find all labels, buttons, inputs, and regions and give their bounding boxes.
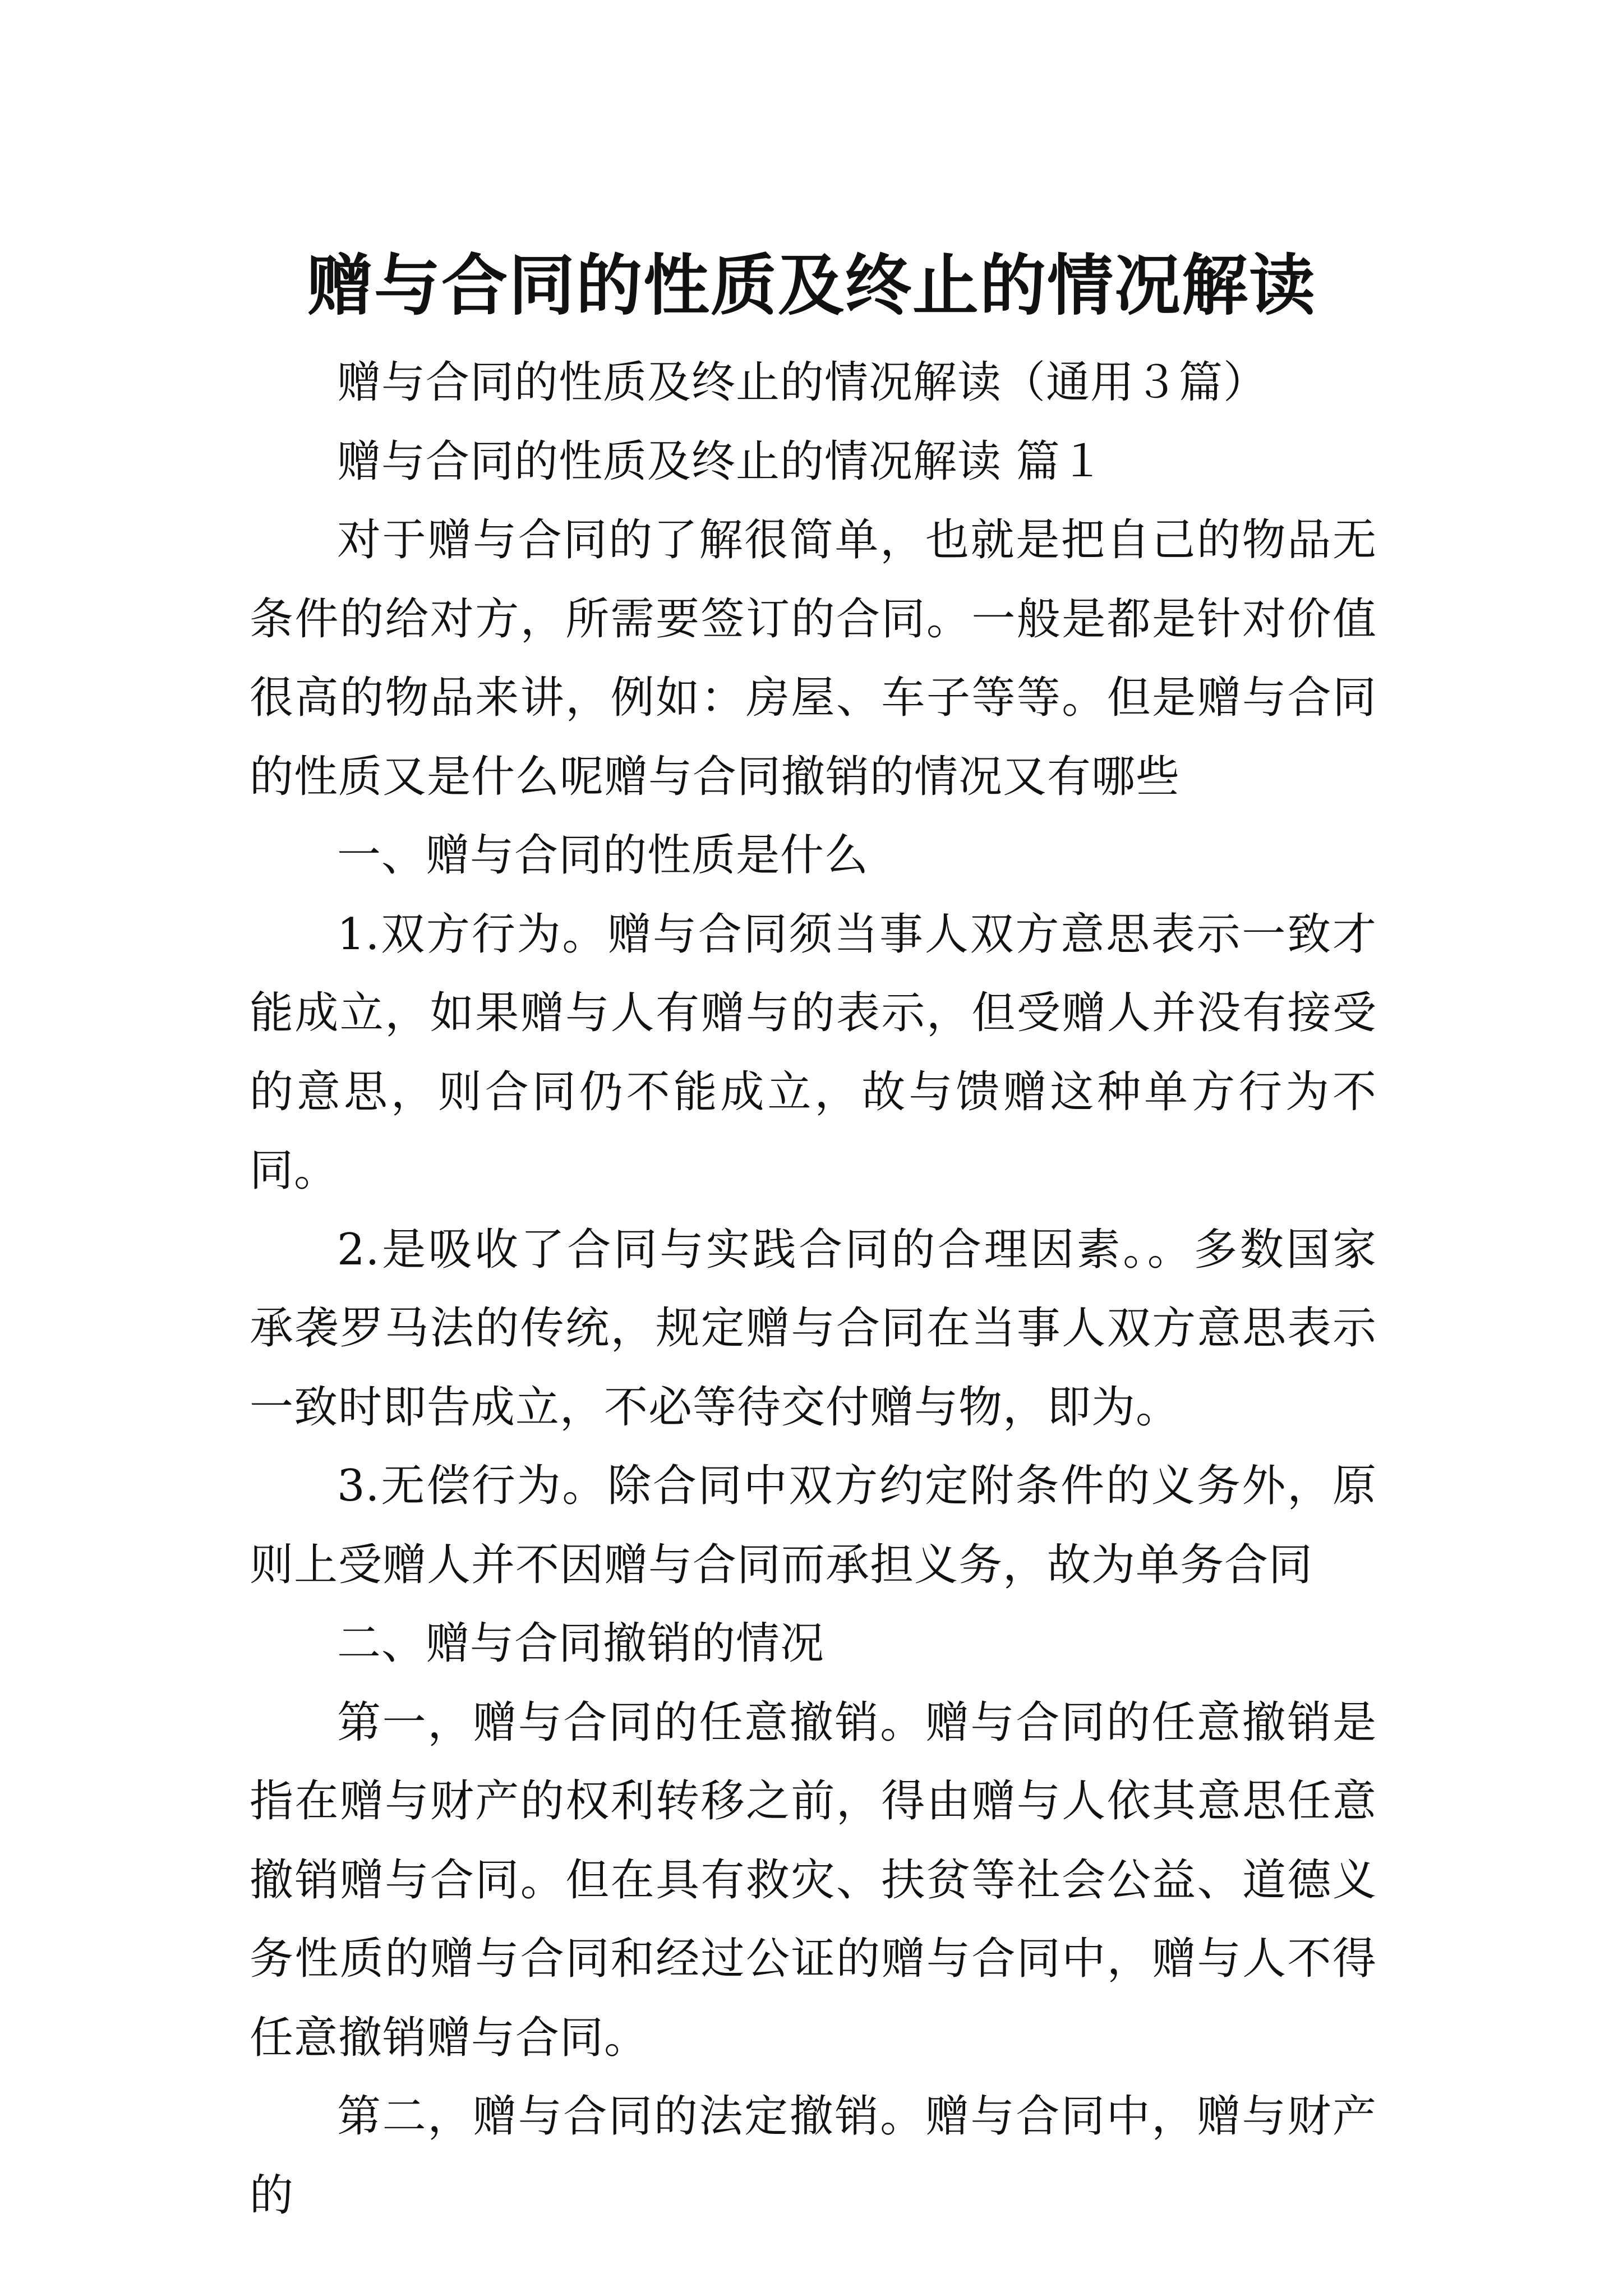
paragraph-intro: 对于赠与合同的了解很简单，也就是把自己的物品无条件的给对方，所需要签订的合同。一般是都是针对价值很高的物品来讲，例如：房屋、车子等等。但是赠与合同的性质又是什么呢赠与合同撤销的情况又有哪些 [250, 515, 1377, 802]
paragraph-revocation-first: 第一，赠与合同的任意撤销。赠与合同的任意撤销是指在赠与财产的权利转移之前，得由赠与人依其意思任意撤销赠与合同。但在具有救灾、扶贫等社会公益、道德义务性质的赠与合同和经过公证的赠与合同中，赠与人不得任意撤销赠与合同。 [250, 1697, 1377, 2063]
paragraph-section-heading: 赠与合同的性质及终止的情况解读 篇１ [337, 436, 1105, 487]
document-body [250, 343, 1377, 2235]
document-title: 赠与合同的性质及终止的情况解读 [306, 246, 1316, 325]
paragraph-heading-revocation: 二、赠与合同撤销的情况 [337, 1618, 825, 1669]
paragraph-point-1: 1.双方行为。赠与合同须当事人双方意思表示一致才能成立，如果赠与人有赠与的表示，但受赠人并没有接受的意思，则合同仍不能成立，故与馈赠这种单方行为不同。 [250, 909, 1377, 1196]
paragraph-heading-nature: 一、赠与合同的性质是什么 [337, 830, 869, 881]
paragraph-revocation-second: 第二，赠与合同的法定撤销。赠与合同中，赠与财产的 [250, 2091, 1377, 2221]
paragraph-point-2: 2.是吸收了合同与实践合同的合理因素。。多数国家承袭罗马法的传统，规定赠与合同在当事人双方意思表示一致时即告成立，不必等待交付赠与物，即为。 [250, 1224, 1377, 1433]
paragraph-point-3: 3.无偿行为。除合同中双方约定附条件的义务外，原则上受赠人并不因赠与合同而承担义务，故为单务合同 [250, 1461, 1377, 1590]
paragraph-subtitle: 赠与合同的性质及终止的情况解读（通用３篇） [337, 357, 1268, 408]
